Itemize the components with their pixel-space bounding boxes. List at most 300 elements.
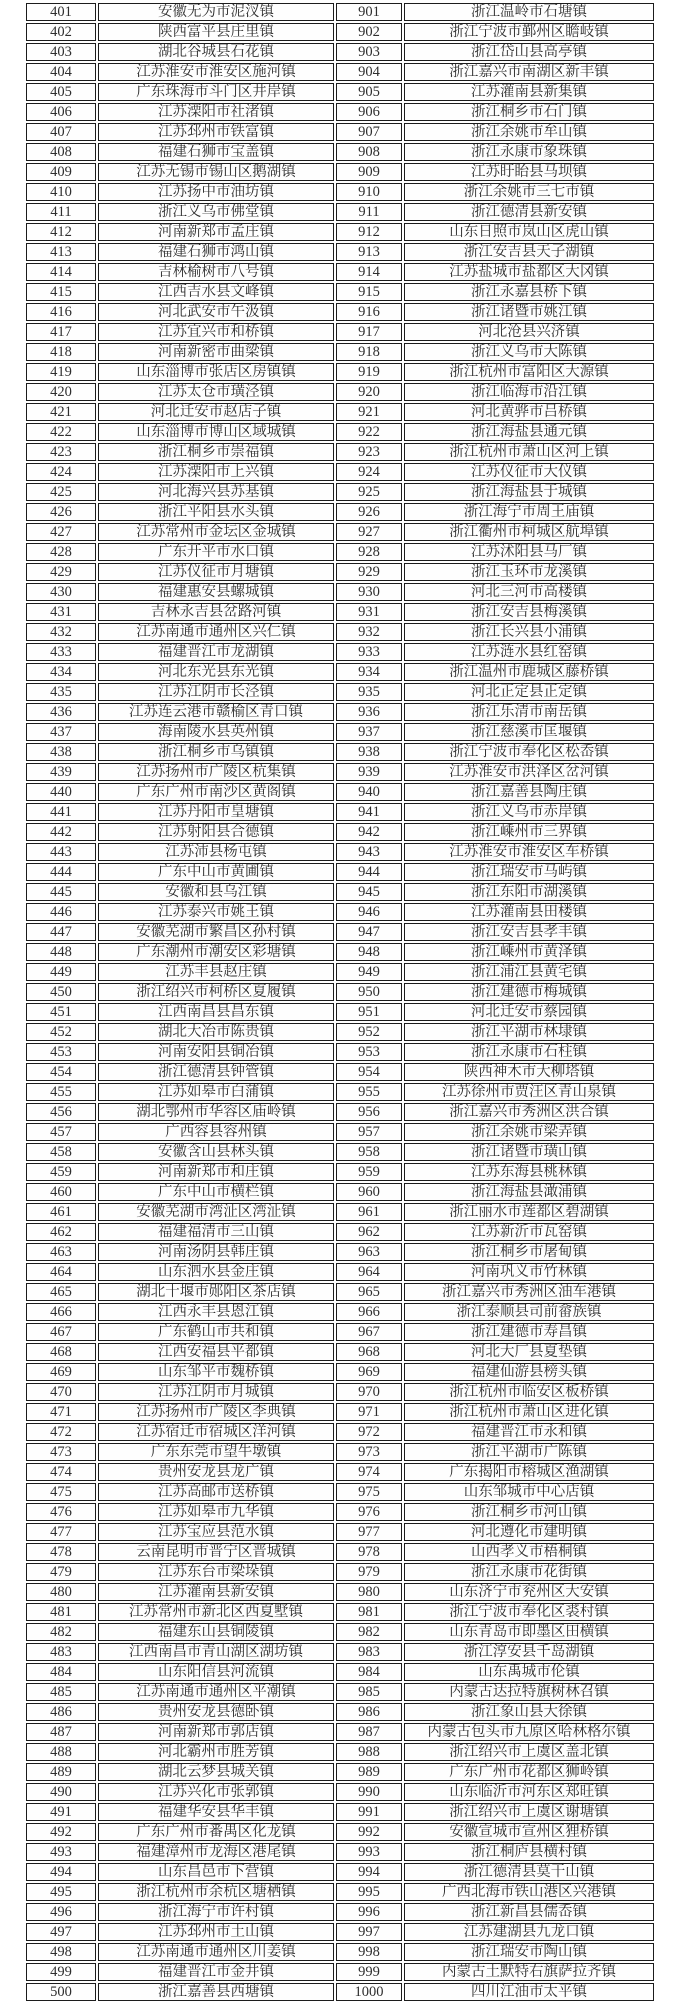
rank-cell-right: 986 bbox=[336, 1703, 402, 1721]
rank-cell-left: 430 bbox=[26, 583, 96, 601]
rank-cell-left: 403 bbox=[26, 43, 96, 61]
town-cell-left: 江苏沛县杨屯镇 bbox=[98, 843, 334, 861]
town-cell-left: 河南汤阴县韩庄镇 bbox=[98, 1243, 334, 1261]
rank-cell-right: 917 bbox=[336, 323, 402, 341]
town-cell-right: 浙江永康市象珠镇 bbox=[404, 143, 654, 161]
rank-cell-right: 984 bbox=[336, 1663, 402, 1681]
table-row bbox=[26, 223, 654, 241]
town-cell-right: 浙江建德市梅城镇 bbox=[404, 983, 654, 1001]
rank-cell-left: 495 bbox=[26, 1883, 96, 1901]
table-row bbox=[26, 1383, 654, 1401]
town-cell-right: 江苏建湖县九龙口镇 bbox=[404, 1923, 654, 1941]
rank-cell-right: 957 bbox=[336, 1123, 402, 1141]
town-cell-right: 江苏仪征市大仪镇 bbox=[404, 463, 654, 481]
table-row bbox=[26, 583, 654, 601]
table-row bbox=[26, 1583, 654, 1601]
town-cell-left: 贵州安龙县德卧镇 bbox=[98, 1703, 334, 1721]
table-row bbox=[26, 1923, 654, 1941]
town-cell-right: 浙江新昌县儒岙镇 bbox=[404, 1903, 654, 1921]
rank-cell-left: 437 bbox=[26, 723, 96, 741]
town-cell-right: 江苏新沂市瓦窑镇 bbox=[404, 1223, 654, 1241]
table-row bbox=[26, 343, 654, 361]
rank-cell-right: 939 bbox=[336, 763, 402, 781]
rank-cell-left: 433 bbox=[26, 643, 96, 661]
town-cell-right: 江苏徐州市贾汪区青山泉镇 bbox=[404, 1083, 654, 1101]
rank-cell-left: 450 bbox=[26, 983, 96, 1001]
town-cell-right: 河北大厂县夏垫镇 bbox=[404, 1343, 654, 1361]
town-cell-right: 浙江永嘉县桥下镇 bbox=[404, 283, 654, 301]
town-cell-left: 福建东山县铜陵镇 bbox=[98, 1623, 334, 1641]
town-cell-right: 浙江乐清市南岳镇 bbox=[404, 703, 654, 721]
rank-cell-right: 977 bbox=[336, 1523, 402, 1541]
table-row bbox=[26, 1543, 654, 1561]
town-cell-right: 浙江平湖市广陈镇 bbox=[404, 1443, 654, 1461]
rank-cell-left: 481 bbox=[26, 1603, 96, 1621]
town-cell-right: 河北三河市高楼镇 bbox=[404, 583, 654, 601]
rank-cell-right: 916 bbox=[336, 303, 402, 321]
town-cell-left: 湖北大冶市陈贵镇 bbox=[98, 1023, 334, 1041]
town-cell-left: 江苏常州市新北区西夏墅镇 bbox=[98, 1603, 334, 1621]
rank-cell-left: 462 bbox=[26, 1223, 96, 1241]
rank-cell-right: 983 bbox=[336, 1643, 402, 1661]
town-cell-right: 浙江瑞安市马屿镇 bbox=[404, 863, 654, 881]
rank-cell-left: 425 bbox=[26, 483, 96, 501]
rank-cell-right: 951 bbox=[336, 1003, 402, 1021]
town-cell-left: 河北武安市午汲镇 bbox=[98, 303, 334, 321]
town-cell-left: 山东淄博市博山区域城镇 bbox=[98, 423, 334, 441]
town-cell-right: 山东禹城市伦镇 bbox=[404, 1663, 654, 1681]
town-cell-left: 河南新郑市孟庄镇 bbox=[98, 223, 334, 241]
rank-cell-right: 945 bbox=[336, 883, 402, 901]
table-row bbox=[26, 443, 654, 461]
rank-cell-left: 436 bbox=[26, 703, 96, 721]
table-row bbox=[26, 1263, 654, 1281]
town-cell-left: 江苏如皋市白蒲镇 bbox=[98, 1083, 334, 1101]
rank-cell-right: 913 bbox=[336, 243, 402, 261]
town-cell-right: 浙江平湖市林埭镇 bbox=[404, 1023, 654, 1041]
rank-cell-left: 454 bbox=[26, 1063, 96, 1081]
table-row bbox=[26, 1663, 654, 1681]
table-row bbox=[26, 1703, 654, 1721]
table-row bbox=[26, 843, 654, 861]
rank-cell-right: 953 bbox=[336, 1043, 402, 1061]
rank-cell-right: 967 bbox=[336, 1323, 402, 1341]
rank-cell-left: 488 bbox=[26, 1743, 96, 1761]
town-cell-left: 浙江海宁市许村镇 bbox=[98, 1903, 334, 1921]
town-cell-left: 江西南昌县昌东镇 bbox=[98, 1003, 334, 1021]
town-cell-left: 江苏东台市梁垛镇 bbox=[98, 1563, 334, 1581]
table-row bbox=[26, 1283, 654, 1301]
table-row bbox=[26, 823, 654, 841]
town-cell-right: 浙江杭州市萧山区进化镇 bbox=[404, 1403, 654, 1421]
rank-cell-left: 480 bbox=[26, 1583, 96, 1601]
rank-cell-right: 915 bbox=[336, 283, 402, 301]
town-cell-right: 浙江桐乡市屠甸镇 bbox=[404, 1243, 654, 1261]
table-row bbox=[26, 1503, 654, 1521]
table-row bbox=[26, 143, 654, 161]
town-cell-right: 浙江宁波市奉化区裘村镇 bbox=[404, 1603, 654, 1621]
town-cell-left: 江西安福县平都镇 bbox=[98, 1343, 334, 1361]
rank-cell-left: 448 bbox=[26, 943, 96, 961]
town-cell-right: 广东揭阳市榕城区渔湖镇 bbox=[404, 1463, 654, 1481]
town-cell-left: 河南新郑市和庄镇 bbox=[98, 1163, 334, 1181]
town-cell-right: 浙江海盐县澉浦镇 bbox=[404, 1183, 654, 1201]
rank-cell-right: 965 bbox=[336, 1283, 402, 1301]
table-row bbox=[26, 663, 654, 681]
rank-cell-left: 444 bbox=[26, 863, 96, 881]
table-row bbox=[26, 1323, 654, 1341]
rank-cell-left: 464 bbox=[26, 1263, 96, 1281]
table-row bbox=[26, 303, 654, 321]
rank-cell-left: 427 bbox=[26, 523, 96, 541]
table-row bbox=[26, 23, 654, 41]
rank-cell-left: 416 bbox=[26, 303, 96, 321]
table-row bbox=[26, 183, 654, 201]
rank-cell-right: 914 bbox=[336, 263, 402, 281]
table-row bbox=[26, 503, 654, 521]
town-cell-right: 江苏东海县桃林镇 bbox=[404, 1163, 654, 1181]
town-cell-right: 内蒙古达拉特旗树林召镇 bbox=[404, 1683, 654, 1701]
town-cell-right: 浙江嘉兴市南湖区新丰镇 bbox=[404, 63, 654, 81]
town-cell-right: 江苏灌南县田楼镇 bbox=[404, 903, 654, 921]
table-row bbox=[26, 723, 654, 741]
rank-cell-right: 927 bbox=[336, 523, 402, 541]
town-cell-left: 山东阳信县河流镇 bbox=[98, 1663, 334, 1681]
rank-cell-left: 447 bbox=[26, 923, 96, 941]
table-row bbox=[26, 1403, 654, 1421]
town-cell-right: 浙江桐乡市石门镇 bbox=[404, 103, 654, 121]
rank-cell-right: 946 bbox=[336, 903, 402, 921]
rank-cell-left: 421 bbox=[26, 403, 96, 421]
rank-cell-left: 486 bbox=[26, 1703, 96, 1721]
table-row bbox=[26, 63, 654, 81]
rank-cell-left: 487 bbox=[26, 1723, 96, 1741]
town-cell-left: 江西永丰县恩江镇 bbox=[98, 1303, 334, 1321]
rank-cell-left: 408 bbox=[26, 143, 96, 161]
town-cell-right: 浙江安吉县孝丰镇 bbox=[404, 923, 654, 941]
town-cell-right: 河北沧县兴济镇 bbox=[404, 323, 654, 341]
rank-cell-right: 942 bbox=[336, 823, 402, 841]
rank-cell-right: 936 bbox=[336, 703, 402, 721]
town-cell-left: 江西南昌市青山湖区湖坊镇 bbox=[98, 1643, 334, 1661]
rank-cell-left: 483 bbox=[26, 1643, 96, 1661]
town-cell-left: 河南新郑市郭店镇 bbox=[98, 1723, 334, 1741]
town-cell-left: 广东珠海市斗门区井岸镇 bbox=[98, 83, 334, 101]
rank-cell-right: 993 bbox=[336, 1843, 402, 1861]
town-cell-left: 河北迁安市赵店子镇 bbox=[98, 403, 334, 421]
rank-cell-left: 432 bbox=[26, 623, 96, 641]
rank-cell-right: 996 bbox=[336, 1903, 402, 1921]
town-cell-left: 江苏江阴市长泾镇 bbox=[98, 683, 334, 701]
rank-cell-left: 446 bbox=[26, 903, 96, 921]
rank-cell-left: 473 bbox=[26, 1443, 96, 1461]
rank-cell-right: 944 bbox=[336, 863, 402, 881]
town-cell-right: 广东广州市花都区狮岭镇 bbox=[404, 1763, 654, 1781]
rank-cell-right: 952 bbox=[336, 1023, 402, 1041]
town-cell-right: 江苏盐城市盐都区大冈镇 bbox=[404, 263, 654, 281]
table-row bbox=[26, 883, 654, 901]
town-cell-right: 浙江玉环市龙溪镇 bbox=[404, 563, 654, 581]
rank-cell-right: 990 bbox=[336, 1783, 402, 1801]
rank-cell-left: 414 bbox=[26, 263, 96, 281]
town-cell-right: 四川江油市太平镇 bbox=[404, 1983, 654, 2001]
town-cell-right: 浙江淳安县千岛湖镇 bbox=[404, 1643, 654, 1661]
town-cell-right: 浙江杭州市富阳区大源镇 bbox=[404, 363, 654, 381]
town-cell-left: 浙江桐乡市崇福镇 bbox=[98, 443, 334, 461]
town-cell-left: 江苏丹阳市皇塘镇 bbox=[98, 803, 334, 821]
rank-cell-left: 402 bbox=[26, 23, 96, 41]
rank-cell-right: 941 bbox=[336, 803, 402, 821]
town-cell-right: 浙江余姚市梁弄镇 bbox=[404, 1123, 654, 1141]
rank-cell-right: 903 bbox=[336, 43, 402, 61]
town-cell-left: 江苏连云港市赣榆区青口镇 bbox=[98, 703, 334, 721]
rank-cell-left: 499 bbox=[26, 1963, 96, 1981]
rank-cell-left: 484 bbox=[26, 1663, 96, 1681]
town-cell-right: 江苏淮安市洪泽区岔河镇 bbox=[404, 763, 654, 781]
town-cell-right: 浙江象山县大徐镇 bbox=[404, 1703, 654, 1721]
rank-cell-left: 442 bbox=[26, 823, 96, 841]
town-cell-left: 福建漳州市龙海区港尾镇 bbox=[98, 1843, 334, 1861]
town-cell-right: 浙江杭州市临安区板桥镇 bbox=[404, 1383, 654, 1401]
town-cell-left: 广东鹤山市共和镇 bbox=[98, 1323, 334, 1341]
table-row bbox=[26, 1083, 654, 1101]
table-row bbox=[26, 943, 654, 961]
rank-cell-right: 928 bbox=[336, 543, 402, 561]
town-cell-left: 江苏扬州市广陵区李典镇 bbox=[98, 1403, 334, 1421]
rank-cell-left: 500 bbox=[26, 1983, 96, 2001]
table-row bbox=[26, 3, 654, 21]
table-row bbox=[26, 1723, 654, 1741]
rank-cell-right: 907 bbox=[336, 123, 402, 141]
rank-cell-left: 489 bbox=[26, 1763, 96, 1781]
rank-cell-left: 431 bbox=[26, 603, 96, 621]
rank-cell-right: 995 bbox=[336, 1883, 402, 1901]
rank-cell-right: 902 bbox=[336, 23, 402, 41]
town-cell-left: 福建石狮市宝盖镇 bbox=[98, 143, 334, 161]
rank-cell-right: 906 bbox=[336, 103, 402, 121]
table-row bbox=[26, 1963, 654, 1981]
town-cell-left: 安徽芜湖市湾沚区湾沚镇 bbox=[98, 1203, 334, 1221]
rank-cell-right: 948 bbox=[336, 943, 402, 961]
town-cell-right: 浙江桐庐县横村镇 bbox=[404, 1843, 654, 1861]
rank-cell-right: 994 bbox=[336, 1863, 402, 1881]
table-row bbox=[26, 1463, 654, 1481]
table-row bbox=[26, 1763, 654, 1781]
town-cell-right: 浙江余姚市三七市镇 bbox=[404, 183, 654, 201]
table-row bbox=[26, 743, 654, 761]
rank-cell-right: 989 bbox=[336, 1763, 402, 1781]
town-cell-right: 福建仙游县榜头镇 bbox=[404, 1363, 654, 1381]
town-cell-left: 海南陵水县英州镇 bbox=[98, 723, 334, 741]
table-row bbox=[26, 1603, 654, 1621]
rank-cell-left: 434 bbox=[26, 663, 96, 681]
town-cell-right: 广西北海市铁山港区兴港镇 bbox=[404, 1883, 654, 1901]
table-row bbox=[26, 1163, 654, 1181]
town-cell-left: 吉林永吉县岔路河镇 bbox=[98, 603, 334, 621]
rank-cell-left: 475 bbox=[26, 1483, 96, 1501]
rank-cell-left: 451 bbox=[26, 1003, 96, 1021]
town-cell-right: 浙江长兴县小浦镇 bbox=[404, 623, 654, 641]
rank-cell-right: 956 bbox=[336, 1103, 402, 1121]
rank-cell-right: 922 bbox=[336, 423, 402, 441]
table-row bbox=[26, 1903, 654, 1921]
rank-cell-left: 466 bbox=[26, 1303, 96, 1321]
town-cell-left: 江苏扬中市油坊镇 bbox=[98, 183, 334, 201]
table-row bbox=[26, 1203, 654, 1221]
table-row bbox=[26, 703, 654, 721]
town-cell-right: 江苏盱眙县马坝镇 bbox=[404, 163, 654, 181]
rank-cell-left: 426 bbox=[26, 503, 96, 521]
rank-cell-right: 975 bbox=[336, 1483, 402, 1501]
rank-cell-left: 463 bbox=[26, 1243, 96, 1261]
town-cell-left: 江苏高邮市送桥镇 bbox=[98, 1483, 334, 1501]
towns-ranking-table bbox=[24, 1, 656, 2003]
rank-cell-left: 411 bbox=[26, 203, 96, 221]
town-cell-left: 山东泗水县金庄镇 bbox=[98, 1263, 334, 1281]
town-cell-left: 江苏淮安市淮安区施河镇 bbox=[98, 63, 334, 81]
rank-cell-right: 970 bbox=[336, 1383, 402, 1401]
town-cell-right: 浙江永康市石柱镇 bbox=[404, 1043, 654, 1061]
rank-cell-left: 469 bbox=[26, 1363, 96, 1381]
town-cell-left: 浙江桐乡市乌镇镇 bbox=[98, 743, 334, 761]
town-cell-left: 江苏泰兴市姚王镇 bbox=[98, 903, 334, 921]
town-cell-left: 河北霸州市胜芳镇 bbox=[98, 1743, 334, 1761]
rank-cell-left: 401 bbox=[26, 3, 96, 21]
rank-cell-left: 468 bbox=[26, 1343, 96, 1361]
table-row bbox=[26, 1623, 654, 1641]
town-cell-left: 江苏兴化市张郭镇 bbox=[98, 1783, 334, 1801]
table-row bbox=[26, 863, 654, 881]
town-cell-left: 湖北十堰市郧阳区茶店镇 bbox=[98, 1283, 334, 1301]
town-cell-right: 浙江岱山县高亭镇 bbox=[404, 43, 654, 61]
town-cell-left: 广东广州市南沙区黄阁镇 bbox=[98, 783, 334, 801]
town-cell-right: 江苏灌南县新集镇 bbox=[404, 83, 654, 101]
town-cell-right: 浙江诸暨市姚江镇 bbox=[404, 303, 654, 321]
town-cell-right: 浙江海宁市周王庙镇 bbox=[404, 503, 654, 521]
town-cell-right: 浙江绍兴市上虞区盖北镇 bbox=[404, 1743, 654, 1761]
table-row bbox=[26, 1023, 654, 1041]
town-cell-right: 河北遵化市建明镇 bbox=[404, 1523, 654, 1541]
town-cell-left: 福建华安县华丰镇 bbox=[98, 1803, 334, 1821]
table-row bbox=[26, 1003, 654, 1021]
table-row bbox=[26, 1343, 654, 1361]
rank-cell-left: 461 bbox=[26, 1203, 96, 1221]
rank-cell-right: 911 bbox=[336, 203, 402, 221]
table-row bbox=[26, 423, 654, 441]
rank-cell-right: 908 bbox=[336, 143, 402, 161]
table-row bbox=[26, 783, 654, 801]
town-cell-right: 浙江安吉县梅溪镇 bbox=[404, 603, 654, 621]
rank-cell-left: 482 bbox=[26, 1623, 96, 1641]
rank-cell-right: 961 bbox=[336, 1203, 402, 1221]
town-cell-right: 山东邹城市中心店镇 bbox=[404, 1483, 654, 1501]
town-cell-left: 浙江绍兴市柯桥区夏履镇 bbox=[98, 983, 334, 1001]
town-cell-left: 广东中山市横栏镇 bbox=[98, 1183, 334, 1201]
town-cell-right: 山西孝义市梧桐镇 bbox=[404, 1543, 654, 1561]
rank-cell-left: 472 bbox=[26, 1423, 96, 1441]
town-cell-right: 浙江嵊州市黄泽镇 bbox=[404, 943, 654, 961]
rank-cell-left: 485 bbox=[26, 1683, 96, 1701]
table-row bbox=[26, 163, 654, 181]
rank-cell-left: 449 bbox=[26, 963, 96, 981]
rank-cell-left: 455 bbox=[26, 1083, 96, 1101]
town-cell-left: 安徽含山县林头镇 bbox=[98, 1143, 334, 1161]
rank-cell-right: 991 bbox=[336, 1803, 402, 1821]
town-cell-left: 广东广州市番禺区化龙镇 bbox=[98, 1823, 334, 1841]
rank-cell-left: 429 bbox=[26, 563, 96, 581]
table-row bbox=[26, 903, 654, 921]
table-row bbox=[26, 263, 654, 281]
town-cell-right: 浙江绍兴市上虞区谢塘镇 bbox=[404, 1803, 654, 1821]
rank-cell-left: 438 bbox=[26, 743, 96, 761]
town-cell-right: 浙江东阳市湖溪镇 bbox=[404, 883, 654, 901]
town-cell-left: 江苏溧阳市上兴镇 bbox=[98, 463, 334, 481]
rank-cell-left: 420 bbox=[26, 383, 96, 401]
town-cell-left: 贵州安龙县龙广镇 bbox=[98, 1463, 334, 1481]
table-row bbox=[26, 403, 654, 421]
rank-cell-left: 418 bbox=[26, 343, 96, 361]
rank-cell-left: 409 bbox=[26, 163, 96, 181]
town-cell-left: 河北东光县东光镇 bbox=[98, 663, 334, 681]
town-cell-left: 云南昆明市晋宁区晋城镇 bbox=[98, 1543, 334, 1561]
table-row bbox=[26, 543, 654, 561]
town-cell-right: 浙江浦江县黄宅镇 bbox=[404, 963, 654, 981]
table-row bbox=[26, 1743, 654, 1761]
rank-cell-left: 422 bbox=[26, 423, 96, 441]
town-cell-left: 湖北云梦县城关镇 bbox=[98, 1763, 334, 1781]
rank-cell-right: 947 bbox=[336, 923, 402, 941]
town-cell-right: 浙江安吉县天子湖镇 bbox=[404, 243, 654, 261]
table-row bbox=[26, 1783, 654, 1801]
table-row bbox=[26, 103, 654, 121]
town-cell-right: 浙江余姚市牟山镇 bbox=[404, 123, 654, 141]
town-cell-right: 山东济宁市兖州区大安镇 bbox=[404, 1583, 654, 1601]
table-row bbox=[26, 123, 654, 141]
town-cell-left: 陕西富平县庄里镇 bbox=[98, 23, 334, 41]
rank-cell-left: 428 bbox=[26, 543, 96, 561]
table-row bbox=[26, 1123, 654, 1141]
table-row bbox=[26, 643, 654, 661]
town-cell-left: 江苏南通市通州区平潮镇 bbox=[98, 1683, 334, 1701]
rank-cell-left: 443 bbox=[26, 843, 96, 861]
town-cell-right: 浙江宁波市鄞州区瞻岐镇 bbox=[404, 23, 654, 41]
table-row bbox=[26, 763, 654, 781]
rank-cell-right: 934 bbox=[336, 663, 402, 681]
town-cell-right: 浙江衢州市柯城区航埠镇 bbox=[404, 523, 654, 541]
rank-cell-left: 479 bbox=[26, 1563, 96, 1581]
rank-cell-left: 498 bbox=[26, 1943, 96, 1961]
town-cell-left: 山东淄博市张店区房镇镇 bbox=[98, 363, 334, 381]
table-row bbox=[26, 1983, 654, 2001]
table-row bbox=[26, 983, 654, 1001]
rank-cell-right: 943 bbox=[336, 843, 402, 861]
rank-cell-left: 423 bbox=[26, 443, 96, 461]
rank-cell-right: 971 bbox=[336, 1403, 402, 1421]
town-cell-left: 广东东莞市望牛墩镇 bbox=[98, 1443, 334, 1461]
town-cell-right: 内蒙古包头市九原区哈林格尔镇 bbox=[404, 1723, 654, 1741]
town-cell-left: 吉林榆树市八号镇 bbox=[98, 263, 334, 281]
table-row bbox=[26, 1183, 654, 1201]
rank-cell-left: 457 bbox=[26, 1123, 96, 1141]
town-cell-left: 江苏江阴市月城镇 bbox=[98, 1383, 334, 1401]
rank-cell-left: 459 bbox=[26, 1163, 96, 1181]
rank-cell-right: 955 bbox=[336, 1083, 402, 1101]
rank-cell-left: 424 bbox=[26, 463, 96, 481]
town-cell-right: 安徽宣城市宣州区狸桥镇 bbox=[404, 1823, 654, 1841]
rank-cell-right: 912 bbox=[336, 223, 402, 241]
table-row bbox=[26, 1103, 654, 1121]
town-cell-right: 浙江永康市花街镇 bbox=[404, 1563, 654, 1581]
